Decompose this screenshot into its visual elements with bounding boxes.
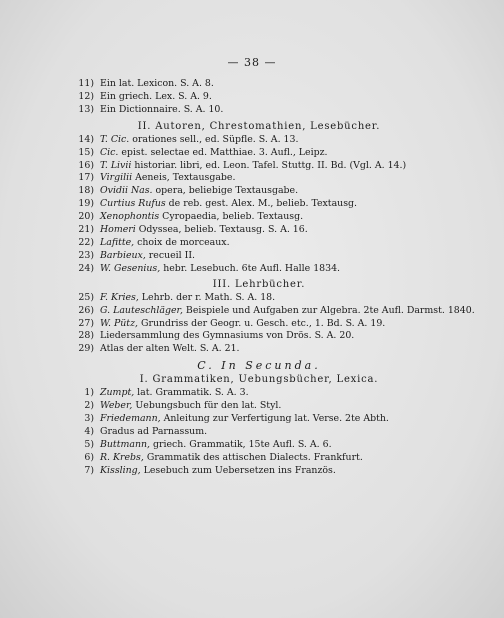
item-number: 23) xyxy=(78,249,94,261)
item-author: F. Kries, xyxy=(100,291,139,303)
list-item xyxy=(66,172,452,185)
item-text: epist. selectae ed. Matthiae. 3. Aufl., Leipz. xyxy=(118,146,328,158)
list-item xyxy=(66,263,452,276)
item-number: 22) xyxy=(78,236,94,248)
list-item xyxy=(66,292,452,305)
list-item xyxy=(66,78,452,91)
list-item xyxy=(66,318,452,331)
item-text: Aeneis, Textausgabe. xyxy=(132,172,236,184)
book-list xyxy=(66,78,475,478)
item-text: Grammatik des attischen Dialects. Frankfurt. xyxy=(143,451,363,463)
list-item xyxy=(66,237,452,250)
item-text: griech. Grammatik, 15te Aufl. S. A. 6. xyxy=(150,438,332,450)
item-number: 26) xyxy=(78,304,94,316)
item-text: Ein lat. Lexicon. S. A. 8. xyxy=(100,78,214,89)
block-lexica xyxy=(66,78,452,117)
item-author: Buttmann, xyxy=(100,438,150,450)
item-text: Liedersammlung des Gymnasiums von Drös. S. A. 20. xyxy=(100,330,355,342)
item-author: T. Livii xyxy=(100,159,132,171)
item-number: 24) xyxy=(78,262,94,274)
item-text: Cyropaedia, belieb. Textausg. xyxy=(159,211,304,223)
item-text: Gradus ad Parnassum. xyxy=(100,425,208,437)
item-text: Uebungsbuch für den lat. Styl. xyxy=(132,400,282,412)
item-text: hebr. Lesebuch. 6te Aufl. Halle 1834. xyxy=(160,262,341,274)
list-item xyxy=(66,400,452,413)
item-author: Xenophontis xyxy=(100,211,160,223)
item-text: Ein griech. Lex. S. A. 9. xyxy=(100,90,212,102)
list-item xyxy=(66,304,475,318)
item-text: Lesebuch zum Uebersetzen ins Französ. xyxy=(140,464,336,476)
item-number: 17) xyxy=(78,172,94,184)
item-author: T. Cic. xyxy=(100,133,130,145)
item-text: choix de morceaux. xyxy=(134,236,230,248)
list-item xyxy=(66,198,452,211)
item-author: R. Krebs, xyxy=(100,451,144,463)
block-lehrbuecher xyxy=(66,291,475,357)
item-number: 3) xyxy=(84,413,94,425)
item-number: 29) xyxy=(78,343,94,355)
list-item xyxy=(66,91,452,104)
heading-lehrbuecher: III. Lehrbücher. xyxy=(212,278,306,290)
list-item xyxy=(66,439,452,452)
item-number: 28) xyxy=(78,330,94,342)
item-author: Ovidii Nas. xyxy=(100,185,153,197)
item-author: Zumpt, xyxy=(100,387,135,399)
item-text: Beispiele und Aufgaben zur Algebra. 2te Aufl. Darmst. 1840. xyxy=(182,304,475,316)
item-number: 27) xyxy=(78,317,94,329)
item-number: 25) xyxy=(78,291,94,303)
list-item xyxy=(66,134,452,147)
item-number: 11) xyxy=(78,78,94,89)
list-item xyxy=(66,185,452,198)
item-text: Grundriss der Geogr. u. Gesch. etc., 1. Bd. S. A. 19. xyxy=(138,317,386,329)
item-author: Homeri xyxy=(100,224,136,236)
item-number: 2) xyxy=(84,400,94,412)
item-text: opera, beliebige Textausgabe. xyxy=(152,185,299,197)
item-author: Barbieux, xyxy=(100,249,146,261)
item-number: 13) xyxy=(78,103,94,115)
item-text: de reb. gest. Alex. M., belieb. Textausg. xyxy=(165,198,357,210)
list-item xyxy=(66,330,452,343)
block-autoren xyxy=(66,134,452,276)
list-item xyxy=(66,413,452,426)
list-item xyxy=(66,211,452,224)
item-text: lat. Grammatik. S. A. 3. xyxy=(134,387,249,399)
item-author: Friedemann, xyxy=(100,413,161,425)
item-number: 16) xyxy=(78,159,94,171)
list-item xyxy=(66,426,452,439)
list-item xyxy=(66,452,452,465)
heading-secunda: C. In Secunda. xyxy=(197,359,321,373)
list-item xyxy=(66,224,452,237)
item-number: 19) xyxy=(78,198,94,210)
block-grammatiken xyxy=(66,387,452,477)
list-item xyxy=(66,160,452,173)
list-item xyxy=(66,343,452,356)
item-number: 14) xyxy=(78,133,94,145)
item-text: Odyssea, belieb. Textausg. S. A. 16. xyxy=(135,224,308,236)
item-number: 21) xyxy=(78,224,94,236)
item-author: Virgilii xyxy=(100,172,133,184)
list-item xyxy=(66,147,452,160)
item-author: W. Pütz, xyxy=(100,317,138,329)
item-number: 7) xyxy=(84,464,94,476)
item-text: Atlas der alten Welt. S. A. 21. xyxy=(100,343,240,355)
item-number: 15) xyxy=(78,146,94,158)
page-number: — 38 — xyxy=(227,56,277,69)
item-author: Weber, xyxy=(100,400,133,412)
item-number: 18) xyxy=(78,185,94,197)
item-text: orationes sell., ed. Süpfle. S. A. 13. xyxy=(129,133,299,145)
item-number: 4) xyxy=(84,425,94,437)
item-number: 6) xyxy=(84,451,94,463)
item-author: Lafitte, xyxy=(100,236,135,248)
item-number: 5) xyxy=(84,438,94,450)
item-author: Kissling, xyxy=(100,464,141,476)
heading-grammatiken: I. Grammatiken, Uebungsbücher, Lexica. xyxy=(139,374,379,386)
item-author: Curtius Rufus xyxy=(100,198,166,210)
item-number: 12) xyxy=(78,90,94,102)
item-author: Cic. xyxy=(100,146,119,158)
item-number: 20) xyxy=(78,211,94,223)
heading-autoren: II. Autoren, Chrestomathien, Lesebücher. xyxy=(137,120,381,132)
item-text: historiar. libri, ed. Leon. Tafel. Stuttg. II. Bd. (Vgl. A. 14.) xyxy=(131,159,407,171)
item-number: 1) xyxy=(84,387,94,399)
item-text: recueil II. xyxy=(145,249,196,261)
item-author: G. Lauteschläger, xyxy=(100,304,183,316)
item-text: Ein Dictionnaire. S. A. 10. xyxy=(100,103,224,115)
item-text: Lehrb. der r. Math. S. A. 18. xyxy=(138,291,276,303)
list-item xyxy=(66,250,452,263)
item-text: Anleitung zur Verfertigung lat. Verse. 2te Abth. xyxy=(160,413,389,425)
list-item xyxy=(66,465,452,478)
list-item xyxy=(66,387,452,400)
item-author: W. Gesenius, xyxy=(100,262,161,274)
list-item xyxy=(66,104,452,117)
